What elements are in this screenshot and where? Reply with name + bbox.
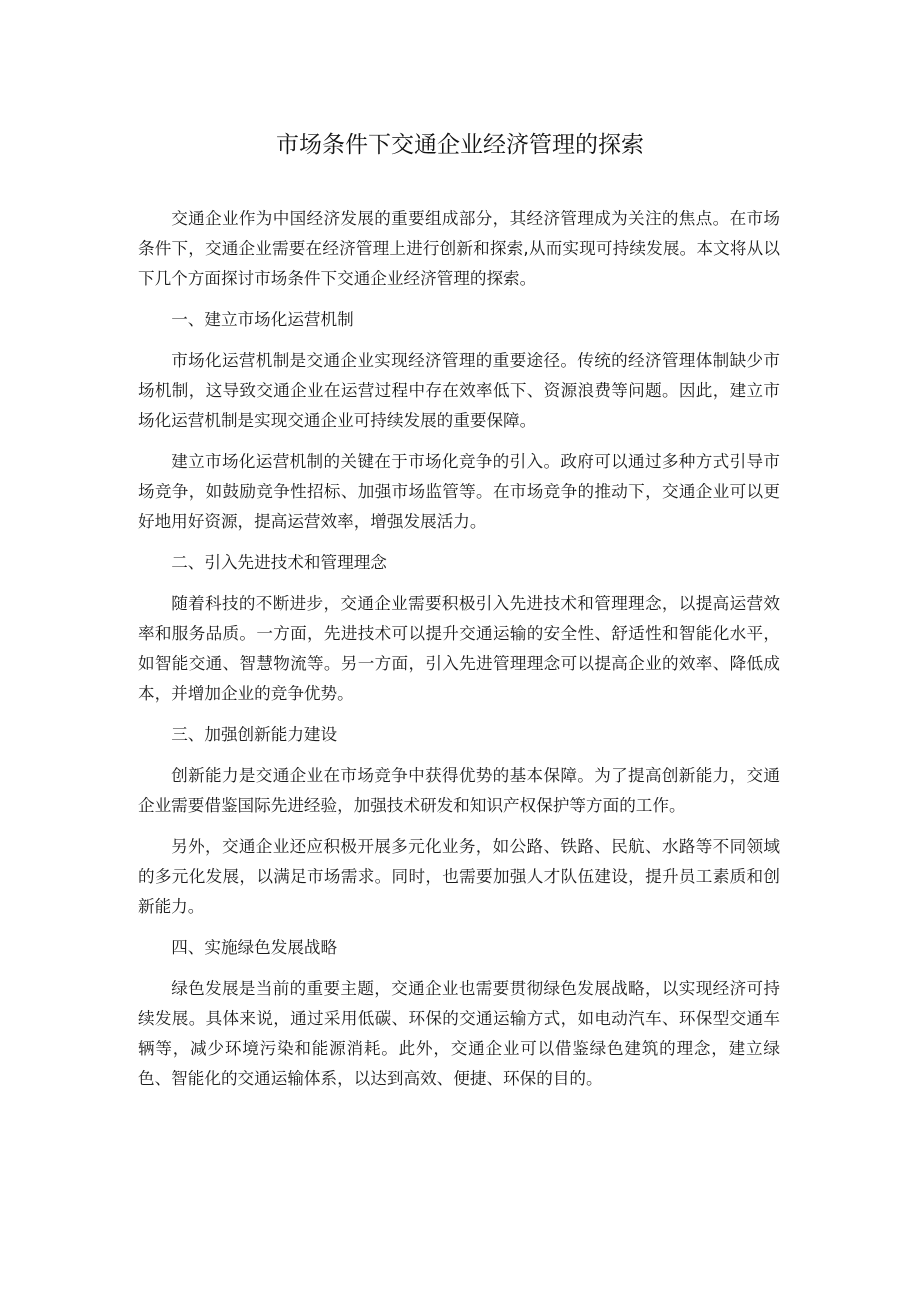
section-heading-3: 三、加强创新能力建设 — [171, 725, 338, 744]
section-3-paragraph-1: 创新能力是交通企业在市场竞争中获得优势的基本保障。为了提高创新能力，交通企业需要借鉴国际先进经验，加强技术研发和知识产权保护等方面的工作。 — [138, 766, 780, 815]
section-1-paragraph-1: 市场化运营机制是交通企业实现经济管理的重要途径。传统的经济管理体制缺少市场机制，这导致交通企业在运营过程中存在效率低下、资源浪费等问题。因此，建立市场化运营机制是实现交通企业可持续发展的重要保障。 — [138, 351, 780, 430]
section-4-paragraph-1: 绿色发展是当前的重要主题，交通企业也需要贯彻绿色发展战略，以实现经济可持续发展。具体来说，通过采用低碳、环保的交通运输方式，如电动汽车、环保型交通车辆等，减少环境污染和能源消耗。此外，交通企业可以借鉴绿色建筑的理念，建立绿色、智能化的交通运输体系，以达到高效、便捷、环保的目的。 — [138, 979, 780, 1088]
section-2-paragraph-1: 随着科技的不断进步，交通企业需要积极引入先进技术和管理理念，以提高运营效率和服务品质。一方面，先进技术可以提升交通运输的安全性、舒适性和智能化水平，如智能交通、智慧物流等。另一方面，引入先进管理理念可以提高企业的效率、降低成本，并增加企业的竞争优势。 — [138, 594, 780, 703]
section-1-paragraph-2: 建立市场化运营机制的关键在于市场化竞争的引入。政府可以通过多种方式引导市场竞争，如鼓励竞争性招标、加强市场监管等。在市场竞争的推动下，交通企业可以更好地用好资源，提高运营效率，增强发展活力。 — [138, 452, 780, 531]
section-heading-2: 二、引入先进技术和管理理念 — [171, 553, 387, 572]
section-heading-4: 四、实施绿色发展战略 — [171, 938, 338, 957]
section-heading-1: 一、建立市场化运营机制 — [171, 310, 354, 329]
document-title: 市场条件下交通企业经济管理的探索 — [276, 132, 644, 158]
document-body — [138, 204, 780, 1105]
section-3-paragraph-2: 另外，交通企业还应积极开展多元化业务，如公路、铁路、民航、水路等不同领域的多元化发展，以满足市场需求。同时，也需要加强人才队伍建设，提升员工素质和创新能力。 — [138, 837, 780, 916]
intro-paragraph: 交通企业作为中国经济发展的重要组成部分，其经济管理成为关注的焦点。在市场条件下，交通企业需要在经济管理上进行创新和探索,从而实现可持续发展。本文将从以下几个方面探讨市场条件下交通企业经济管理的探索。 — [138, 209, 780, 288]
